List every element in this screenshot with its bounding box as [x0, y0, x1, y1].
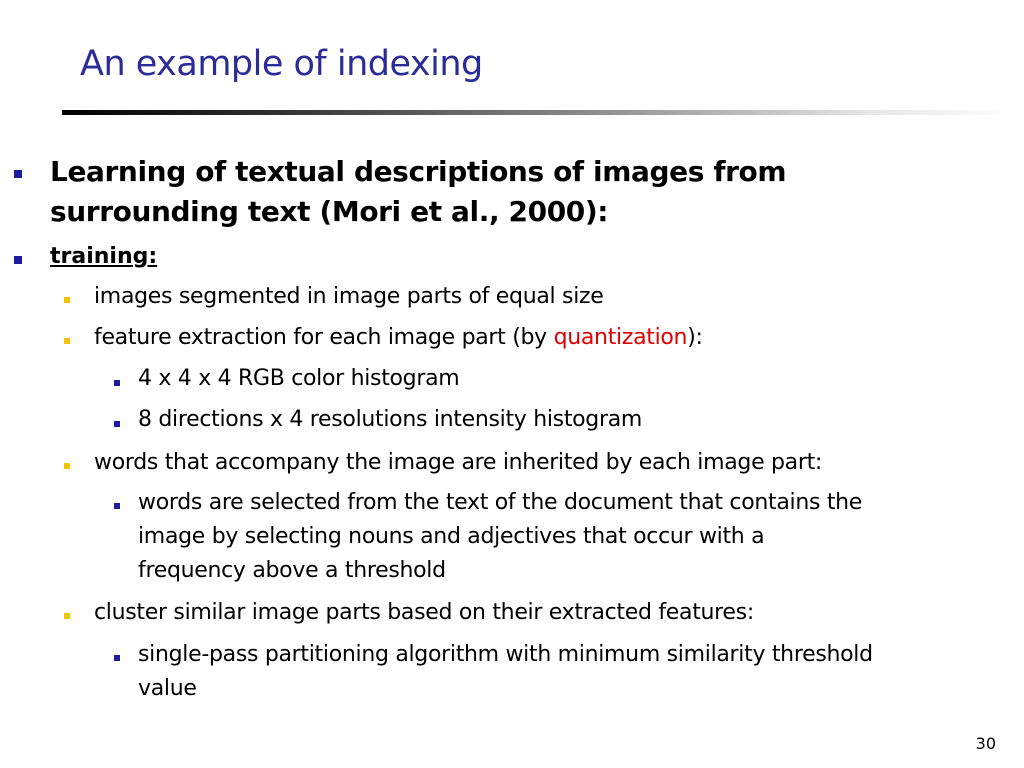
selected-line-1: words are selected from the text of the document that contains the [138, 490, 863, 515]
bullet-square-icon [14, 170, 22, 178]
page-number: 30 [975, 734, 996, 753]
intro-text [50, 152, 786, 232]
single-pass-line-2: value [138, 676, 197, 701]
intro-line-1: Learning of textual descriptions of images from [50, 155, 787, 188]
bullet-square-icon [114, 503, 120, 509]
rgb-histogram-text: 4 x 4 x 4 RGB color histogram [138, 366, 460, 391]
quantization-highlight: quantization [553, 325, 688, 350]
training-heading: training: [50, 244, 158, 269]
cluster-text: cluster similar image parts based on their extracted features: [94, 600, 754, 625]
segmented-text: images segmented in image parts of equal size [94, 284, 604, 309]
bullet-square-icon [14, 256, 22, 264]
intensity-histogram-text: 8 directions x 4 resolutions intensity histogram [138, 407, 643, 432]
selected-words-text [138, 486, 862, 588]
feature-text [94, 325, 703, 350]
single-pass-line-1: single-pass partitioning algorithm with minimum similarity threshold [138, 642, 873, 667]
selected-line-2: image by selecting nouns and adjectives that occur with a [138, 524, 765, 549]
bullet-square-icon [114, 380, 120, 386]
words-text: words that accompany the image are inherited by each image part: [94, 450, 823, 475]
bullet-square-icon [114, 655, 120, 661]
title-underline-rule [62, 110, 1014, 115]
feature-text-pre: feature extraction for each image part (by [94, 325, 554, 350]
feature-text-post: ): [687, 325, 703, 350]
bullet-square-icon [64, 338, 70, 344]
intro-line-2: surrounding text (Mori et al., 2000): [50, 195, 609, 228]
selected-line-3: frequency above a threshold [138, 558, 446, 583]
bullet-square-icon [64, 297, 70, 303]
bullet-square-icon [64, 463, 70, 469]
single-pass-text [138, 638, 873, 706]
bullet-square-icon [64, 613, 70, 619]
bullet-square-icon [114, 421, 120, 427]
slide-title: An example of indexing [80, 44, 483, 84]
